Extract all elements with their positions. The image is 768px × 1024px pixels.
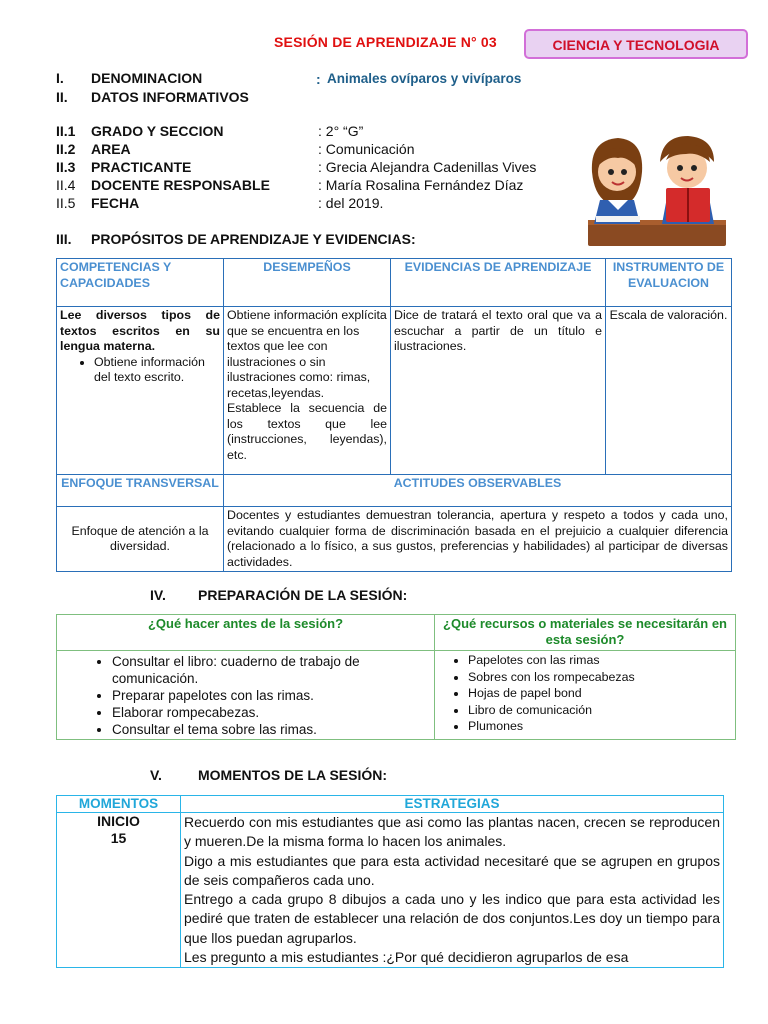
dato-label: DOCENTE RESPONSABLE	[91, 177, 270, 193]
instrumento-cell: Escala de valoración.	[606, 307, 732, 475]
recursos-cell	[435, 651, 736, 740]
dato-num: II.2	[56, 141, 76, 157]
proposito-table	[56, 258, 732, 572]
estrategias-cell	[181, 813, 724, 968]
table-header: ESTRATEGIAS	[181, 796, 724, 813]
list-item: • Preparar papelotes con las rimas.	[112, 687, 431, 704]
dato-num: II.4	[56, 177, 76, 193]
momentos-table	[56, 795, 724, 968]
table-header: MOMENTOS	[57, 796, 181, 813]
competencia-cell	[57, 307, 224, 475]
momento-minutes: 15	[110, 830, 127, 846]
children-reading-illustration	[578, 132, 728, 250]
dato-value: : María Rosalina Fernández Díaz	[318, 177, 524, 193]
table-header: DESEMPEÑOS	[224, 259, 391, 307]
evidencia-cell: Dice de tratará el texto oral que va a escuchar a partir de un título e ilustraciones.	[391, 307, 606, 475]
actitudes-header: ACTITUDES OBSERVABLES	[224, 475, 732, 507]
dato-value: : del 2019.	[318, 195, 384, 211]
antes-cell	[57, 651, 435, 740]
list-item: • Sobres con los rompecabezas	[468, 669, 732, 686]
dato-value: : Grecia Alejandra Cadenillas Vives	[318, 159, 537, 175]
table-header: EVIDENCIAS DE APRENDIZAJE	[391, 259, 606, 307]
list-item: • Consultar el tema sobre las rimas.	[112, 721, 431, 738]
dato-label: GRADO Y SECCION	[91, 123, 224, 139]
preparacion-table	[56, 614, 736, 740]
list-item: • Consultar el libro: cuaderno de trabajo de comunicación.	[112, 653, 431, 687]
actitudes-cell: Docentes y estudiantes demuestran tolerancia, apertura y respeto a todos y cada uno, evitando cualquier forma de discriminación basada en el prejuicio a cualquier diferencia (relacionado a lo físico, a sus gustos, preferencias y habilidades) al participar de diversas actividades.	[224, 507, 732, 572]
section-3-num: III.	[56, 231, 72, 247]
denominacion-colon: :	[316, 71, 321, 87]
section-2-label: DATOS INFORMATIVOS	[91, 89, 249, 105]
list-item: • Papelotes con las rimas	[468, 652, 732, 669]
list-item: • Plumones	[468, 718, 732, 735]
desempenos-text-2: Establece la secuencia de los textos que lee (instrucciones, leyendas), etc.	[227, 401, 387, 462]
section-3-title: PROPÓSITOS DE APRENDIZAJE Y EVIDENCIAS:	[91, 231, 416, 247]
momento-label: INICIO	[97, 813, 140, 829]
section-4-title: PREPARACIÓN DE LA SESIÓN:	[198, 587, 408, 603]
dato-num: II.5	[56, 195, 76, 211]
table-header: INSTRUMENTO DE EVALUACION	[606, 259, 732, 307]
dato-label: AREA	[91, 141, 131, 157]
list-item: • Elaborar rompecabezas.	[112, 704, 431, 721]
denominacion-value: Animales ovíparos y vivíparos	[327, 71, 522, 86]
dato-label: FECHA	[91, 195, 140, 211]
table-header: ¿Qué hacer antes de la sesión?	[57, 615, 435, 651]
table-header: COMPETENCIAS Y CAPACIDADES	[57, 259, 224, 307]
momento-cell	[57, 813, 181, 968]
session-title: SESIÓN DE APRENDIZAJE N° 03	[274, 34, 497, 50]
dato-label: PRACTICANTE	[91, 159, 192, 175]
section-4-num: IV.	[150, 587, 166, 603]
section-5-num: V.	[150, 767, 162, 783]
desempenos-text: Obtiene información explícita que se encuentra en los textos que lee con ilustraciones o sin ilustraciones como: rimas, recetas,leyendas.	[227, 308, 387, 400]
capacidad-item: • Obtiene información del texto escrito.	[94, 355, 220, 386]
estrategia-paragraph: Digo a mis estudiantes que para esta actividad necesitaré que se agrupen en grupos de seis compañeros cada uno.	[184, 852, 720, 888]
dato-value: : 2° “G”	[318, 123, 364, 139]
section-1-num: I.	[56, 70, 64, 86]
estrategia-paragraph: Les pregunto a mis estudiantes :¿Por qué decidieron agruparlos de esa	[184, 949, 629, 966]
estrategia-paragraph: Recuerdo con mis estudiantes que asi como las plantas nacen, crecen se reproducen y mueren.De la misma forma lo hacen los animales.	[184, 814, 720, 850]
competencia-text: Lee diversos tipos de textos escritos en su lengua materna.	[60, 308, 220, 353]
enfoque-cell: Enfoque de atención a la diversidad.	[57, 507, 224, 572]
list-item: • Libro de comunicación	[468, 702, 732, 719]
enfoque-header: ENFOQUE TRANSVERSAL	[57, 475, 224, 507]
section-2-num: II.	[56, 89, 68, 105]
dato-value: : Comunicación	[318, 141, 415, 157]
dato-num: II.3	[56, 159, 76, 175]
section-1-label: DENOMINACION	[91, 70, 203, 86]
estrategia-paragraph: Entrego a cada grupo 8 dibujos a cada uno y les indico que para esta actividad les pediré que traten de establecer una relación de dos conjuntos.Les doy un tiempo para que llos puedan agruparlos.	[184, 891, 720, 946]
subject-badge: CIENCIA Y TECNOLOGIA	[524, 29, 748, 59]
desempenos-cell	[224, 307, 391, 475]
dato-num: II.1	[56, 123, 76, 139]
list-item: • Hojas de papel bond	[468, 685, 732, 702]
section-5-title: MOMENTOS DE LA SESIÓN:	[198, 767, 388, 783]
table-header: ¿Qué recursos o materiales se necesitarán en esta sesión?	[435, 615, 736, 651]
